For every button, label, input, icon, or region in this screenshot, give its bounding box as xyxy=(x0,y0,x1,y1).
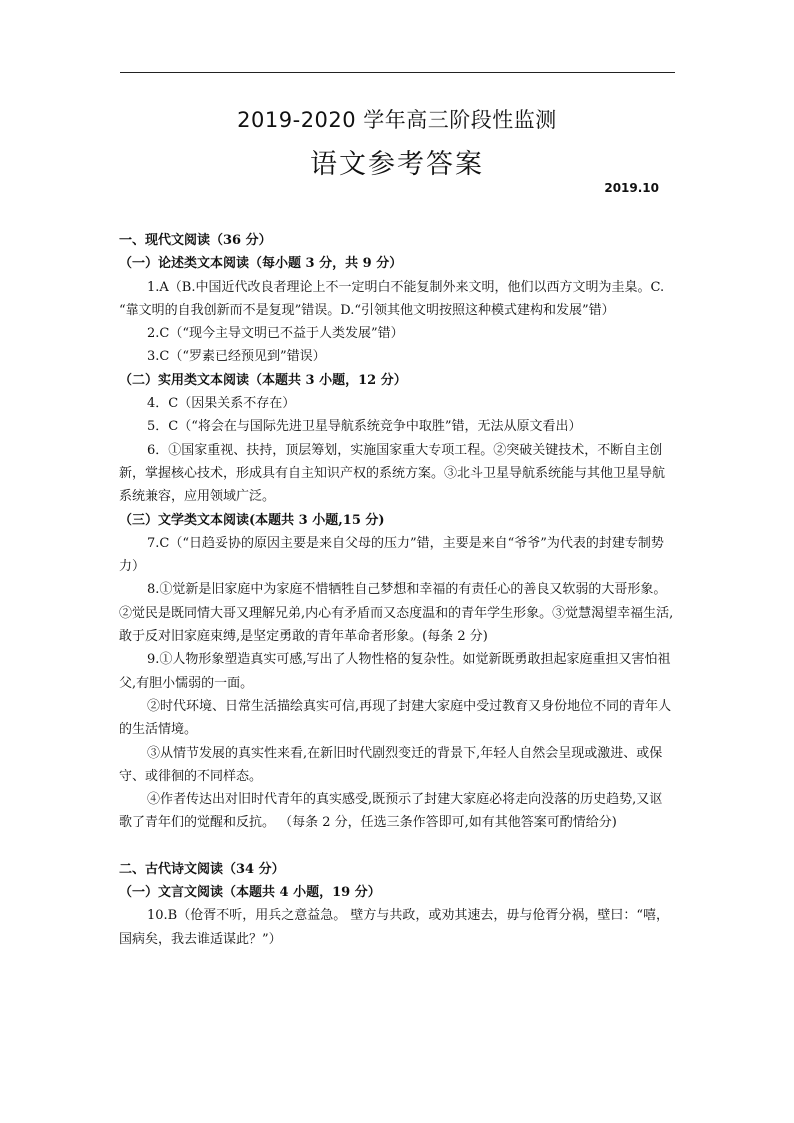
answer-item: 4．C（因果关系不存在） xyxy=(147,396,296,412)
subsection-heading: （三）文学类文本阅读(本题共 3 小题,15 分) xyxy=(119,512,385,528)
document-title: 语文参考答案 xyxy=(310,149,484,180)
subsection-heading: （一）论述类文本阅读（每小题 3 分，共 9 分） xyxy=(119,256,403,272)
answer-item: ③从情节发展的真实性来看,在新旧时代剧烈变迁的背景下,年轻人自然会呈现或激进、或保守、或徘徊的不同样态。 xyxy=(119,745,663,784)
answer-content xyxy=(119,229,675,951)
answer-item: ④作者传达出对旧时代青年的真实感受,既预示了封建大家庭必将走向没落的历史趋势,又讴歌了青年们的觉醒和反抗。 （每条 2 分，任选三条作答即可,如有其他答案可酌情给分) xyxy=(119,792,663,831)
answer-item: 5．C（“将会在与国际先进卫星导航系统竞争中取胜”错，无法从原文看出） xyxy=(147,419,582,435)
answer-item: 6．①国家重视、扶持，顶层筹划，实施国家重大专项工程。②突破关键技术，不断自主创新，掌握核心技术，形成具有自主知识产权的系统方案。③北斗卫星导航系统能与其他卫星导航系统兼容，应用领域广泛。 xyxy=(119,442,666,505)
section-heading: 二、古代诗文阅读（34 分） xyxy=(119,861,285,877)
header-rule xyxy=(120,72,675,73)
subsection-heading: （一）文言文阅读（本题共 4 小题，19 分） xyxy=(119,885,381,901)
answer-item: 8.①觉新是旧家庭中为家庭不惜牺牲自己梦想和幸福的有责任心的善良又软弱的大哥形象。②觉民是既同情大哥又理解兄弟,内心有矛盾而又态度温和的青年学生形象。③觉慧渴望幸福生活,敢于反对旧家庭束缚,是坚定勇敢的青年革命者形象。(每条 2 分) xyxy=(119,582,674,645)
answer-item: 7.C（“日趋妥协的原因主要是来自父母的压力”错，主要是来自“爷爷”为代表的封建专制势力） xyxy=(119,535,664,575)
section-heading: 一、现代文阅读（36 分） xyxy=(119,233,272,248)
exam-date: 2019.10 xyxy=(604,181,659,195)
answer-item: 2.C（“现今主导文明已不益于人类发展”错） xyxy=(147,326,404,342)
answer-item: ②时代环境、日常生活描绘真实可信,再现了封建大家庭中受过教育又身份地位不同的青年人的生活情境。 xyxy=(119,698,672,738)
answer-item: 10.B（伧胥不听，用兵之意益急。 壁方与共政，或劝其速去，毋与伧胥分祸，壁曰：“嘻，国病矣，我去谁适谋此？”） xyxy=(119,908,670,947)
section-spacer xyxy=(119,835,675,858)
answer-item: 9.①人物形象塑造真实可感,写出了人物性格的复杂性。如觉新既勇敢担起家庭重担又害怕祖父,有胆小懦弱的一面。 xyxy=(119,652,671,691)
answer-item: 1.A（B.中国近代改良者理论上不一定明白不能复制外来文明，他们以西方文明为圭臬。C. “靠文明的自我创新而不是复现”错误。D.“引领其他文明按照这种模式建构和发展”错） xyxy=(119,279,665,318)
exam-title: 2019-2020 学年高三阶段性监测 xyxy=(237,108,557,132)
subsection-heading: （二）实用类文本阅读（本题共 3 小题，12 分） xyxy=(119,372,407,388)
answer-item: 3.C（“罗素已经预见到”错误） xyxy=(147,349,326,365)
